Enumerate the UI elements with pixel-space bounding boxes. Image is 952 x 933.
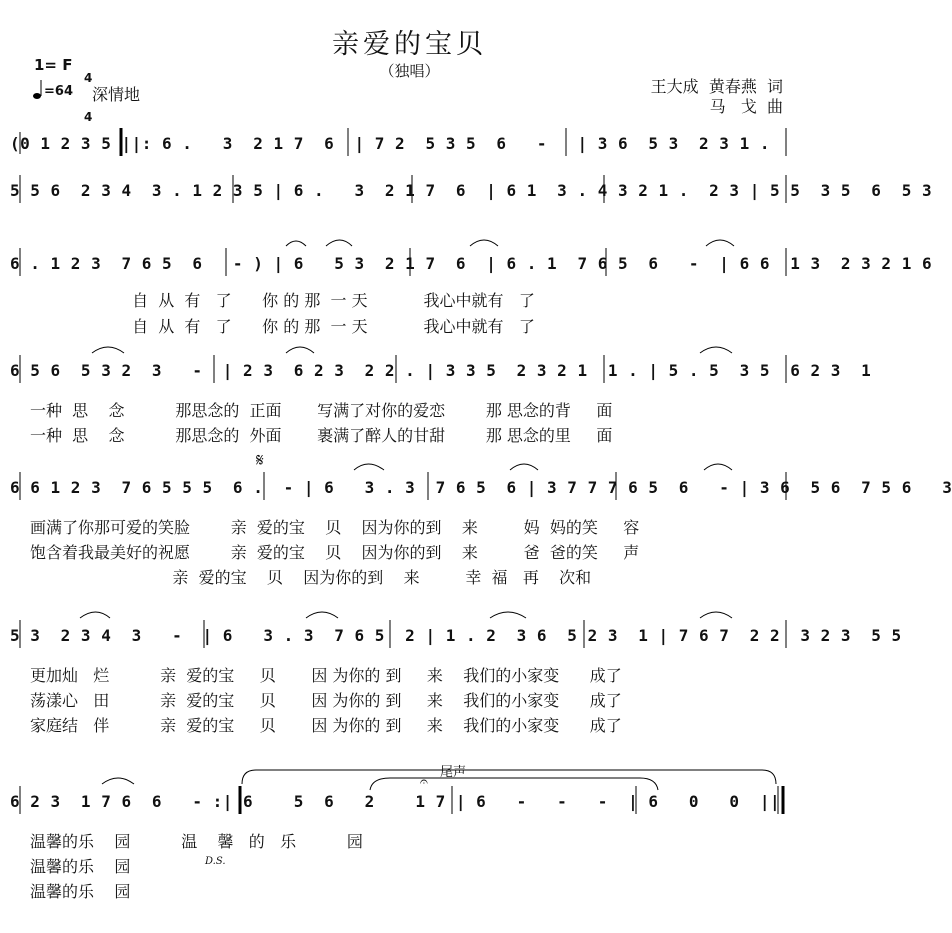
system-5-notation: 6 6 1 2 3 7 6 5 5 5 6 . - | 6 3 . 3 7 6 5 6 | 3 7 7 7 6 5 6 - | 3 6 5 6 7 5 6 3: [10, 478, 952, 497]
system-7-notation: 6 2 3 1 7 6 6 - :| 6 5 6 2 1 7 | 6 - - - | 6 0 0 ||: [10, 792, 781, 811]
time-signature-top: 4: [84, 71, 93, 85]
segno-sign: 𝄋: [256, 450, 264, 471]
system-6-lyric-1: 更加灿 烂 亲 爱的宝 贝 因 为你的 到 来 我们的小家变 成了: [30, 666, 622, 685]
coda-label: 尾声: [440, 765, 467, 780]
tempo-marking: =64: [44, 84, 73, 99]
system-7-lyric-3: 温馨的乐 园: [30, 882, 131, 901]
system-3-notation: 6 . 1 2 3 7 6 5 6 - ) | 6 5 3 2 1 7 6 | 6 . 1 7 6 5 6 - | 6 6 1 3 2 3 2 1 6: [10, 254, 933, 273]
time-signature-bottom: 4: [84, 110, 93, 124]
system-5-lyric-1: 画满了你那可爱的笑脸 亲 爱的宝 贝 因为你的到 来 妈 妈的笑 容: [30, 518, 640, 537]
system-6-lyric-2: 荡漾心 田 亲 爱的宝 贝 因 为你的 到 来 我们的小家变 成了: [30, 691, 622, 710]
song-title: 亲爱的宝贝: [332, 29, 487, 60]
system-4-lyric-1: 一种 思 念 那思念的 正面 写满了对你的爱恋 那 思念的背 面: [30, 401, 613, 420]
dal-segno-mark: D.S.: [205, 856, 226, 867]
system-6-notation: 5 3 2 3 4 3 - | 6 3 . 3 7 6 5 2 | 1 . 2 3 6 5 2 3 1 | 7 6 7 2 2 3 2 3 5 5: [10, 626, 902, 645]
composer-credit: 马 戈 曲: [709, 97, 783, 116]
system-4-notation: 6 5 6 5 3 2 3 - | 2 3 6 2 3 2 2 . | 3 3 5 2 3 2 1 1 . | 5 . 5 3 5 6 2 3 1: [10, 361, 872, 380]
system-6-lyric-3: 家庭结 伴 亲 爱的宝 贝 因 为你的 到 来 我们的小家变 成了: [30, 716, 622, 735]
fermata-sign: 𝄐: [420, 774, 428, 790]
performance-note: （独唱）: [379, 62, 440, 80]
system-1-notation: (0 1 2 3 5 ||: 6 . 3 2 1 7 6 | 7 2 5 3 5 6 - | 3 6 5 3 2 3 1 .: [10, 134, 770, 153]
expression-marking: 深情地: [92, 85, 141, 104]
lyricist-credit: 王大成 黄春燕 词: [650, 77, 783, 96]
key-signature: 1= F: [34, 56, 73, 74]
system-3-lyric-1: 自 从 有 了 你 的 那 一 天 我心中就有 了: [10, 291, 535, 310]
system-5-lyric-2: 饱含着我最美好的祝愿 亲 爱的宝 贝 因为你的到 来 爸 爸的笑 声: [30, 543, 640, 562]
system-4-lyric-2: 一种 思 念 那思念的 外面 裹满了醉人的甘甜 那 思念的里 面: [30, 426, 613, 445]
system-7-lyric-1: 温馨的乐 园 温 馨 的 乐 园: [30, 832, 363, 851]
system-5-lyric-3: 亲 爱的宝 贝 因为你的到 来 幸 福 再 次和: [30, 568, 592, 587]
system-7-lyric-2: 温馨的乐 园: [30, 857, 131, 876]
system-3-lyric-2: 自 从 有 了 你 的 那 一 天 我心中就有 了: [10, 317, 535, 336]
system-2-notation: 5 5 6 2 3 4 3 . 1 2 3 5 | 6 . 3 2 1 7 6 | 6 1 3 . 4 3 2 1 . 2 3 | 5 5 3 5 6 5 3: [10, 181, 933, 200]
